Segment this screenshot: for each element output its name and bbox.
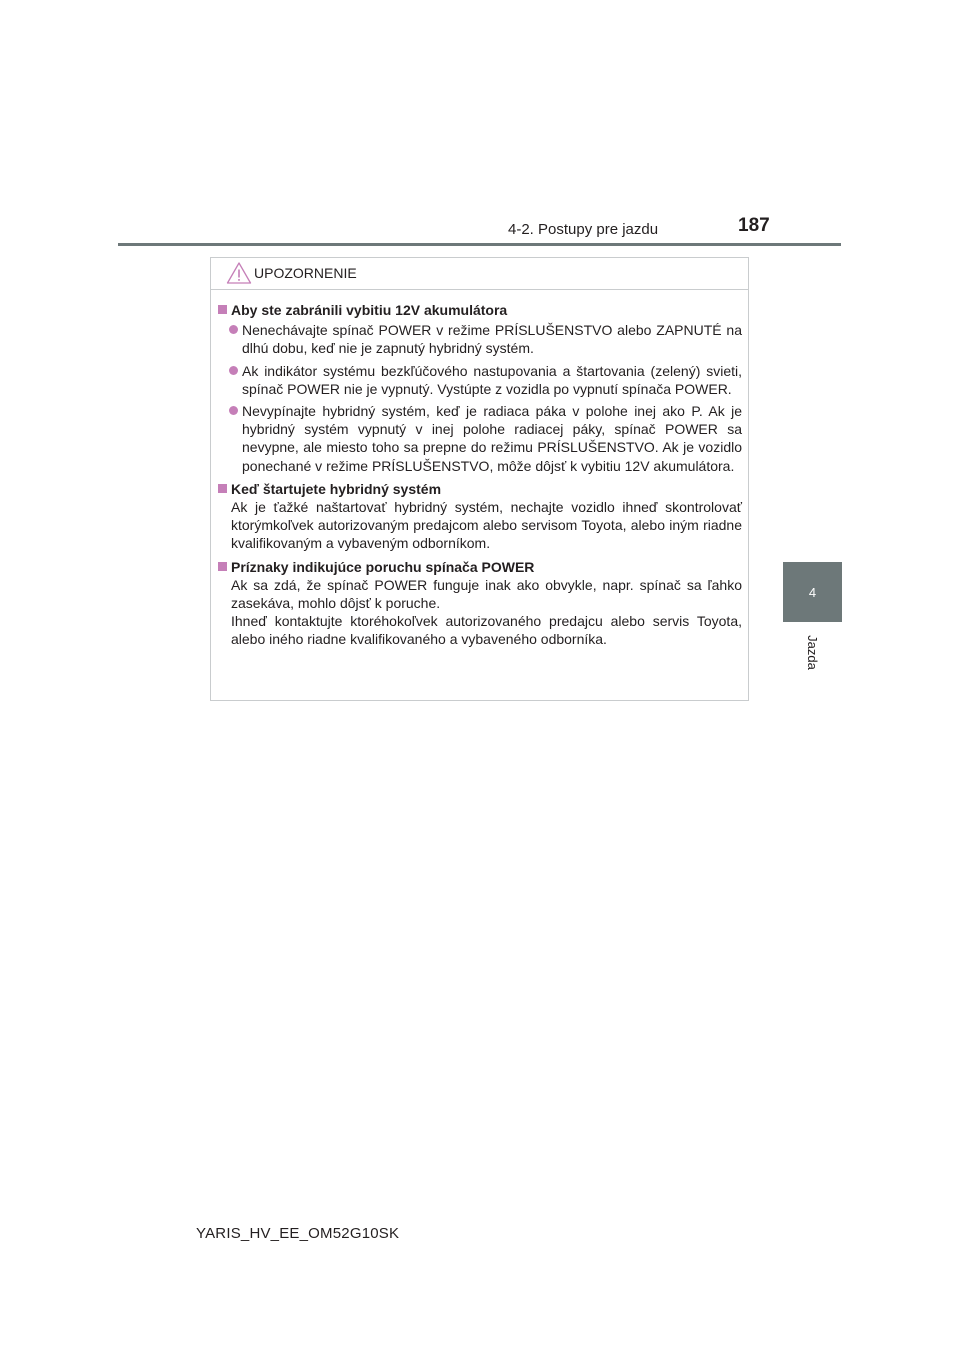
bullet-text: Nevypínajte hybridný systém, keď je radiaca páka v polohe inej ako P. Ak je hybridný systém vypnutý v inej polohe radiacej páky, spínač POWER sa nevypne, ale miesto toho sa prepne do režimu PRÍSLUŠENSTVO. Ak je vozidlo ponechané v režime PRÍSLUŠENSTVO, môže dôjsť k vybitiu 12V akumulátora. (242, 403, 742, 474)
section-malfunction (217, 558, 742, 649)
section-starting (217, 480, 742, 553)
chapter-tab (783, 562, 842, 622)
square-bullet-icon (218, 305, 227, 314)
section-battery (217, 301, 742, 475)
warning-header (211, 258, 748, 290)
bullet-item (217, 402, 742, 475)
page-number: 187 (738, 215, 770, 236)
bullet-text: Nenechávajte spínač POWER v režime PRÍSLUŠENSTVO alebo ZAPNUTÉ na dlhú dobu, keď nie je zapnutý hybridný systém. (242, 322, 742, 357)
section-heading: Príznaky indikujúce poruchu spínača POWER (231, 558, 535, 575)
header-section-title: 4-2. Postupy pre jazdu (508, 221, 659, 238)
warning-box (210, 257, 749, 701)
bullet-item (217, 321, 742, 357)
chapter-label (782, 630, 842, 675)
round-bullet-icon (229, 325, 238, 334)
round-bullet-icon (229, 366, 238, 375)
warning-triangle-icon (226, 261, 252, 285)
header-divider (118, 243, 841, 246)
section-paragraph: Ihneď kontaktujte ktoréhokoľvek autorizovaného predajcu alebo servis Toyota, alebo iného riadne kvalifikovaného a vybaveného odborníka. (231, 613, 742, 648)
chapter-label-text: Jazda (804, 635, 820, 670)
section-heading: Aby ste zabránili vybitiu 12V akumulátora (231, 302, 508, 318)
bullet-text: Ak indikátor systému bezkľúčového nastupovania a štartovania (zelený) svieti, spínač POWER nie je vypnutý. Vystúpte z vozidla po vypnutí spínača POWER. (242, 362, 742, 397)
section-heading: Keď štartujete hybridný systém (231, 480, 442, 497)
round-bullet-icon (229, 406, 238, 415)
warning-title: UPOZORNENIE (254, 265, 357, 281)
section-paragraph: Ak je ťažké naštartovať hybridný systém, nechajte vozidlo ihneď skontrolovať ktorýmkoľvek autorizovaným predajcom alebo servisom Toyota, alebo iným riadne kvalifikovaným a vybaveným odborníkom. (231, 499, 742, 552)
square-bullet-icon (218, 484, 227, 493)
chapter-number: 4 (808, 584, 817, 600)
square-bullet-icon (218, 562, 227, 571)
section-paragraph: Ak sa zdá, že spínač POWER funguje inak ako obvykle, napr. spínač sa ľahko zasekáva, mohlo dôjsť k poruche. (231, 576, 742, 612)
warning-body (211, 290, 748, 649)
bullet-item (217, 362, 742, 398)
document-code: YARIS_HV_EE_OM52G10SK (196, 1225, 400, 1242)
